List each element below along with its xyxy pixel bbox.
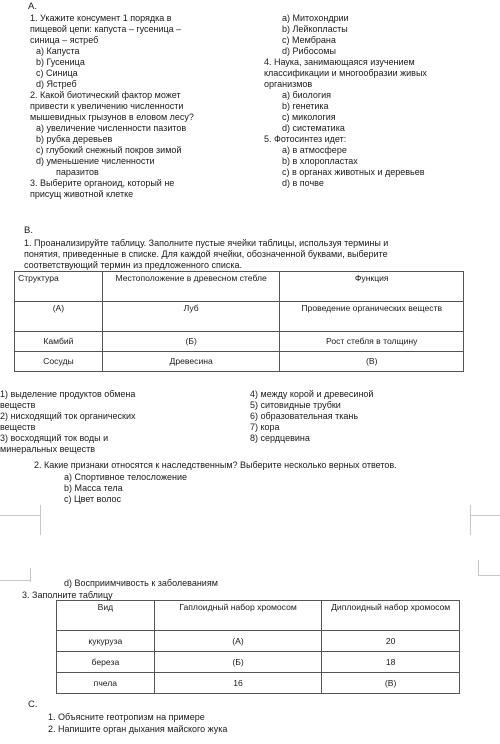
page-edge	[0, 580, 30, 581]
table-cell: (А)	[154, 631, 322, 652]
page-edge	[470, 515, 500, 516]
question-text: 5. Фотосинтез идет:	[264, 134, 347, 144]
table-cell: 16	[154, 673, 322, 694]
table-cell: кукуруза	[57, 631, 155, 652]
answer-option: b) в хлоропластах	[282, 156, 358, 166]
question-text: 2. Какой биотический фактор может	[30, 90, 181, 100]
answer-option: c) микология	[282, 112, 336, 122]
table-row	[15, 352, 464, 372]
question-text: 1. Объясните геотропизм на примере	[48, 712, 205, 722]
question-text: мышевидных грызунов в еловом лесу?	[30, 112, 194, 122]
table-cell: Древесина	[102, 352, 280, 372]
answer-option: a) Капуста	[36, 46, 80, 56]
answer-option: паразитов	[56, 167, 99, 177]
answer-option: a) в атмосфере	[282, 145, 347, 155]
page-edge	[470, 505, 471, 535]
section-b-label: B.	[24, 225, 33, 236]
table-header: Структура	[15, 272, 103, 302]
question-text: 3. Выберите органоид, который не	[30, 178, 175, 188]
question-text: 2. Напишите орган дыхания майского жука	[48, 724, 228, 734]
answer-option: c) в органах животных и деревьев	[282, 167, 425, 177]
answer-option: a) Митохондрии	[282, 13, 349, 23]
question-text: 1. Проанализируйте таблицу. Заполните пустые ячейки таблицы, используя термины и	[24, 238, 389, 248]
question-text: синица – ястреб	[30, 35, 99, 45]
table-cell: Проведение органических веществ	[280, 302, 464, 332]
question-text: пищевой цепи: капуста – гусеница –	[30, 24, 182, 34]
answer-option: b) Масса тела	[64, 483, 123, 493]
term-item: минеральных веществ	[0, 444, 95, 454]
term-item: 4) между корой и древесиной	[250, 389, 374, 399]
answer-option: d) Рибосомы	[282, 46, 336, 56]
question-text: 2. Какие признаки относятся к наследственным? Выберите несколько верных ответов.	[34, 460, 397, 470]
table-cell: (В)	[322, 673, 460, 694]
answer-option: c) Мембрана	[282, 35, 336, 45]
question-text: понятия, приведенные в списке. Для каждой ячейки, обозначенной буквами, выберите	[24, 249, 388, 259]
table-row	[57, 673, 460, 694]
question-text: соответствующий термин из предложенного списка.	[24, 260, 243, 270]
question-text: организмов	[264, 79, 313, 89]
page-edge	[0, 515, 40, 516]
term-item: 7) кора	[250, 422, 280, 432]
question-text: привести к увеличению численности	[30, 101, 184, 111]
table-cell: (В)	[280, 352, 464, 372]
section-a-label: A.	[28, 1, 37, 12]
answer-option: c) Синица	[36, 68, 78, 78]
table-row	[57, 652, 460, 673]
question-text: присущ животной клетке	[30, 189, 134, 199]
answer-option: b) рубка деревьев	[36, 134, 113, 144]
term-item: 1) выделение продуктов обмена	[0, 389, 136, 399]
term-item: веществ	[0, 422, 36, 432]
term-item: веществ	[0, 400, 36, 410]
term-item: 5) ситовидные трубки	[250, 400, 341, 410]
table-cell: 20	[322, 631, 460, 652]
question-text: классификации и многообразии живых	[264, 68, 427, 78]
table-cell: (Б)	[154, 652, 322, 673]
answer-option: d) Ястреб	[36, 79, 77, 89]
chromosome-table	[56, 600, 460, 694]
table-cell: Сосуды	[15, 352, 103, 372]
answer-option: b) Лейкопласты	[282, 24, 348, 34]
question-text: 4. Наука, занимающаяся изучением	[264, 57, 415, 67]
answer-option: b) Гусеница	[36, 57, 85, 67]
question-text: 3. Заполните таблицу	[22, 590, 113, 600]
table-cell: Рост стебля в толщину	[280, 332, 464, 352]
answer-option: d) Восприимчивость к заболеваниям	[64, 578, 218, 588]
table-header: Местоположение в древесном стебле	[102, 272, 280, 302]
answer-option: d) систематика	[282, 123, 345, 133]
term-item: 6) образовательная ткань	[250, 411, 359, 421]
page-edge	[40, 505, 41, 535]
page-edge	[30, 568, 31, 582]
table-header: Диплоидный набор хромосом	[322, 601, 460, 631]
answer-option: a) Спортивное телосложение	[64, 472, 187, 482]
table-row	[15, 332, 464, 352]
term-item: 8) сердцевина	[250, 433, 310, 443]
term-item: 2) нисходящий ток органических	[0, 411, 136, 421]
table-header: Вид	[57, 601, 155, 631]
table-cell: береза	[57, 652, 155, 673]
table-header: Функция	[280, 272, 464, 302]
answer-option: b) генетика	[282, 101, 329, 111]
section-c-label: C.	[28, 699, 38, 710]
question-text: 1. Укажите консумент 1 порядка в	[30, 13, 172, 23]
table-header: Гаплоидный набор хромосом	[154, 601, 322, 631]
table-cell: (А)	[15, 302, 103, 332]
table-cell: Камбий	[15, 332, 103, 352]
answer-option: d) в почве	[282, 178, 324, 188]
table-cell: 18	[322, 652, 460, 673]
table-row	[15, 302, 464, 332]
answer-option: c) глубокий снежный покров зимой	[36, 145, 182, 155]
table-row	[57, 631, 460, 652]
answer-option: d) уменьшение численности	[36, 156, 155, 166]
answer-option: a) биология	[282, 90, 332, 100]
page-edge	[478, 575, 500, 576]
answer-option: a) увеличение численности пазитов	[36, 123, 187, 133]
term-item: 3) восходящий ток воды и	[0, 433, 109, 443]
table-cell: пчела	[57, 673, 155, 694]
table-cell: (Б)	[102, 332, 280, 352]
answer-option: c) Цвет волос	[64, 494, 122, 504]
table-cell: Луб	[102, 302, 280, 332]
page-edge	[478, 560, 479, 576]
stem-structure-table	[14, 271, 464, 372]
